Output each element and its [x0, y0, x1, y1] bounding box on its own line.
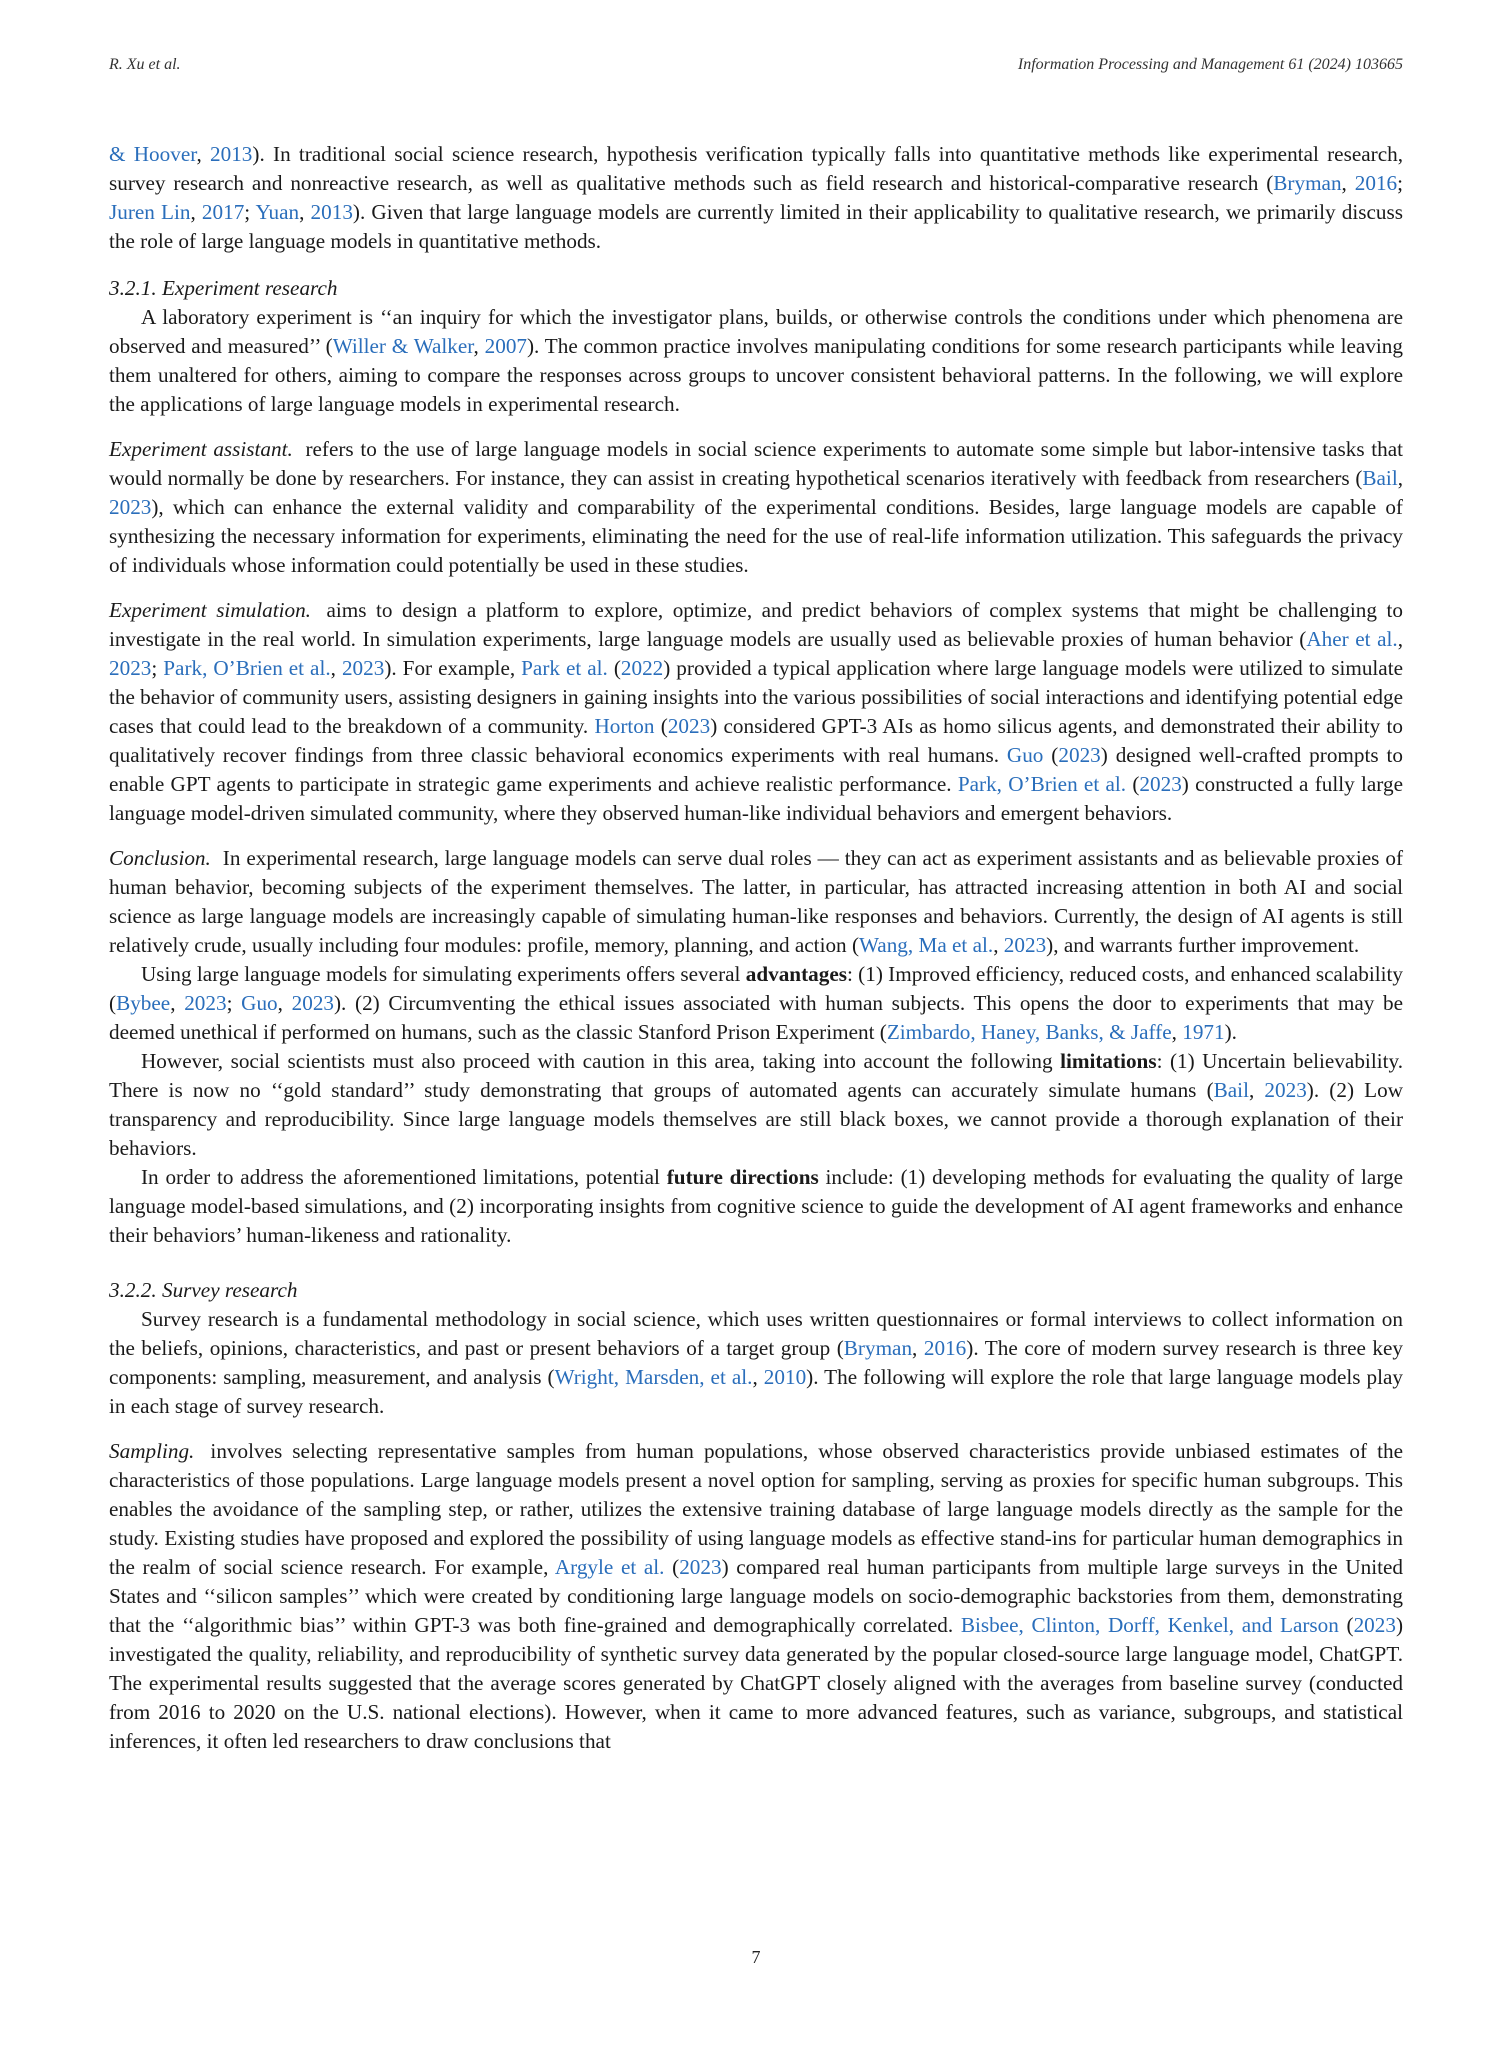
conclusion-paragraph: [109, 844, 1403, 960]
experiment-intro-paragraph: [109, 303, 1403, 419]
future-directions-paragraph: [109, 1163, 1403, 1250]
citation-link[interactable]: Bail: [1362, 466, 1398, 490]
citation-link[interactable]: 2013: [310, 200, 353, 224]
citation-link[interactable]: Bisbee, Clinton, Dorff, Kenkel, and Larson: [960, 1613, 1339, 1637]
text-run: : (1) Uncertain believability. There is now no ‘‘gold standard’’ study demonstrating that groups of automated agents can accurately simulate humans (: [109, 1049, 1403, 1102]
text-run: ,: [196, 142, 211, 166]
text-run: (: [664, 1555, 680, 1579]
text-run: ). The following will explore the role that large language models play in each stage of survey research.: [109, 1365, 1403, 1418]
sampling-text: [109, 1439, 1403, 1753]
text-run: ,: [299, 200, 311, 224]
section-heading-survey-research: 3.2.2. Survey research: [109, 1278, 298, 1302]
experiment-simulation-paragraph: [109, 596, 1403, 828]
citation-link[interactable]: Yuan: [255, 200, 300, 224]
citation-link[interactable]: Wang, Ma et al.: [859, 933, 994, 957]
text-run: ). (2) Circumventing the ethical issues associated with human subjects. This opens the door to experiments that may be deemed unethical if performed on humans, such as the classic Stanford Prison Experiment (: [109, 991, 1404, 1044]
text-run: ,: [330, 656, 342, 680]
header-authors: R. Xu et al.: [109, 56, 181, 73]
text-run: ,: [1341, 171, 1355, 195]
text-run: (: [607, 656, 621, 680]
experiment-assistant-lead: Experiment assistant.: [109, 437, 293, 461]
text-run: (: [654, 714, 668, 738]
text-run: A laboratory experiment is ‘‘an inquiry for which the investigator plans, builds, or otherwise controls the conditions under which phenomena are observed and measured’’ (: [109, 305, 1403, 358]
text-run: ). Given that large language models are currently limited in their applicability to qualitative research, we primarily discuss the role of large language models in quantitative methods.: [109, 200, 1404, 253]
citation-link[interactable]: Park, O’Brien et al.: [957, 772, 1127, 796]
citation-link[interactable]: 2016: [1354, 171, 1398, 195]
citation-link[interactable]: 2023: [1353, 1613, 1396, 1637]
text-run: ,: [473, 334, 485, 358]
citation-link[interactable]: Bybee: [116, 991, 171, 1015]
text-run: ). In traditional social science research, hypothesis verification typically falls into quantitative methods like experimental research, survey research and nonreactive research, as well as qualitative methods such as field research and historical-comparative research (: [109, 142, 1403, 195]
article-body: [109, 140, 1403, 1756]
text-run: ,: [752, 1365, 764, 1389]
text-run: : (1) Improved efficiency, reduced costs, and enhanced scalability (: [109, 962, 1403, 1015]
text-run: (: [1043, 743, 1059, 767]
text-run: refers to the use of large language models in social science experiments to automate some simple but labor-intensive tasks that would normally be done by researchers. For instance, they can assist in creating hypothetical scenarios iteratively with feedback from researchers (: [109, 437, 1404, 490]
conclusion-text: [109, 846, 1403, 957]
text-run: ;: [151, 656, 164, 680]
text-run: ;: [226, 991, 242, 1015]
text-run: ,: [1397, 466, 1403, 490]
citation-link[interactable]: Horton: [594, 714, 655, 738]
text-run: include: (1) developing methods for evaluating the quality of large language model-based simulations, and (2) incorporating insights from cognitive science to guide the development of AI agent frameworks and enhance their behaviors’ human-likeness and rationality.: [109, 1165, 1404, 1247]
citation-link[interactable]: Wright, Marsden, et al.: [554, 1365, 753, 1389]
citation-link[interactable]: 1971: [1182, 1020, 1225, 1044]
text-run: ) compared real human participants from multiple large surveys in the United States and ‘‘silicon samples’’ which were created by conditioning large language models on socio-demographic backstories from them, demonstrating that the ‘‘algorithmic bias’’ within GPT-3 was both fine-grained and demographically correlated.: [109, 1555, 1403, 1637]
text-run: ,: [190, 200, 202, 224]
text-run: ,: [1171, 1020, 1183, 1044]
citation-link[interactable]: Guo: [1006, 743, 1044, 767]
citation-link[interactable]: 2022: [620, 656, 664, 680]
limitations-paragraph: [109, 1047, 1403, 1163]
text-run: Using large language models for simulating experiments offers several: [141, 962, 746, 986]
citation-link[interactable]: 2016: [923, 1336, 967, 1360]
citation-link[interactable]: 2010: [763, 1365, 807, 1389]
text-run: ). The core of modern survey research is three key components: sampling, measurement, and analysis (: [109, 1336, 1404, 1389]
citation-link[interactable]: 2023: [341, 656, 385, 680]
bold-term: advantages: [745, 962, 847, 986]
experiment-simulation-lead: Experiment simulation.: [109, 598, 311, 622]
citation-link[interactable]: 2023: [679, 1555, 722, 1579]
experiment-assistant-text: [109, 437, 1403, 577]
text-run: ) considered GPT-3 AIs as homo silicus agents, and demonstrated their ability to qualitatively recover findings from three classic behavioral economics experiments with real humans.: [109, 714, 1403, 767]
conclusion-lead: Conclusion.: [109, 846, 211, 870]
citation-link[interactable]: 2007: [484, 334, 527, 358]
citation-link[interactable]: Willer & Walker: [332, 334, 474, 358]
citation-link[interactable]: 2023: [291, 991, 334, 1015]
bold-term: future directions: [666, 1165, 819, 1189]
text-run: ,: [1397, 627, 1404, 651]
survey-intro-paragraph: [109, 1305, 1403, 1421]
text-run: (: [1126, 772, 1140, 796]
citation-link[interactable]: Bryman: [1273, 171, 1342, 195]
advantages-paragraph: [109, 960, 1403, 1047]
text-run: ,: [170, 991, 185, 1015]
citation-link[interactable]: & Hoover: [109, 142, 197, 166]
text-run: However, social scientists must also proceed with caution in this area, taking into account the following: [141, 1049, 1061, 1073]
citation-link[interactable]: Zimbardo, Haney, Banks, & Jaffe: [886, 1020, 1172, 1044]
text-run: In order to address the aforementioned limitations, potential: [141, 1165, 667, 1189]
sampling-lead: Sampling.: [109, 1439, 195, 1463]
text-run: ,: [1248, 1078, 1265, 1102]
text-run: ). The common practice involves manipulating conditions for some research participants while leaving them unaltered for others, aiming to compare the responses across groups to uncover consistent behavioral patterns. In the following, we will explore the applications of large language models in experimental research.: [109, 334, 1403, 416]
citation-link[interactable]: 2023: [1058, 743, 1101, 767]
citation-link[interactable]: Park, O’Brien et al.: [163, 656, 331, 680]
citation-link[interactable]: Juren Lin: [109, 200, 191, 224]
sampling-paragraph: [109, 1437, 1403, 1756]
running-header: [109, 56, 1403, 80]
text-run: ;: [244, 200, 256, 224]
text-run: ,: [993, 933, 1004, 957]
text-run: ;: [1397, 171, 1404, 195]
text-run: ) provided a typical application where large language models were utilized to simulate the behavior of community users, assisting designers in gaining insights into the various possibilities of social interactions and identifying potential edge cases that could lead to the breakdown of a community.: [109, 656, 1404, 738]
experiment-assistant-paragraph: [109, 435, 1403, 580]
text-run: ,: [277, 991, 292, 1015]
citation-link[interactable]: 2023: [1139, 772, 1182, 796]
citation-link[interactable]: 2023: [109, 656, 152, 680]
citation-link[interactable]: 2013: [210, 142, 253, 166]
bold-term: limitations: [1060, 1049, 1157, 1073]
text-run: (: [1338, 1613, 1354, 1637]
text-run: ) designed well-crafted prompts to enable GPT agents to participate in strategic game experiments and achieve realistic performance.: [109, 743, 1403, 796]
citation-link[interactable]: Aher et al.: [1306, 627, 1398, 651]
text-run: ).: [1224, 1020, 1237, 1044]
text-run: involves selecting representative samples from human populations, whose observed characteristics provide unbiased estimates of the characteristics of those populations. Large language models present a novel option for sampling, serving as proxies for specific human subgroups. This enables the avoidance of the sampling step, or rather, utilizes the extensive training database of large language models directly as the sample for the study. Existing studies have proposed and explored the possibility of using language models as effective stand-ins for particular human demographics in the realm of social science research. For example,: [109, 1439, 1403, 1579]
text-run: ) constructed a fully large language model-driven simulated community, where they observed human-like individual behaviors and emergent behaviors.: [109, 772, 1403, 825]
citation-link[interactable]: Bryman: [843, 1336, 913, 1360]
header-journal: Information Processing and Management 61 (2024) 103665: [1017, 56, 1403, 73]
citation-link[interactable]: 2017: [201, 200, 245, 224]
citation-link[interactable]: 2023: [109, 495, 152, 519]
section-heading-experiment-research: 3.2.1. Experiment research: [109, 276, 338, 300]
text-run: ). (2) Low transparency and reproducibility. Since large language models themselves are still black boxes, we cannot provide a thorough explanation of their behaviors.: [109, 1078, 1404, 1160]
text-run: ), and warrants further improvement.: [1046, 933, 1360, 957]
text-run: aims to design a platform to explore, optimize, and predict behaviors of complex systems that might be challenging to investigate in the real world. In simulation experiments, large language models are usually used as believable proxies of human behavior (: [109, 598, 1403, 651]
citation-link[interactable]: Argyle et al.: [554, 1555, 665, 1579]
citation-link[interactable]: 2023: [1264, 1078, 1307, 1102]
text-run: ). For example,: [384, 656, 522, 680]
text-run: Survey research is a fundamental methodology in social science, which uses written questionnaires or formal interviews to collect information on the beliefs, opinions, characteristics, and past or present behaviors of a target group (: [109, 1307, 1403, 1360]
page-number: 7: [751, 1947, 761, 1967]
citation-link[interactable]: 2023: [184, 991, 227, 1015]
citation-link[interactable]: Guo: [241, 991, 278, 1015]
citation-link[interactable]: 2023: [667, 714, 711, 738]
text-run: In experimental research, large language models can serve dual roles — they can act as experiment assistants and as believable proxies of human behavior, becoming subjects of the experiment themselves. The latter, in particular, has attracted increasing attention in both AI and social science as large language models are increasingly capable of simulating human-like responses and behaviors. Currently, the design of AI agents is still relatively crude, usually including four modules: profile, memory, planning, and action (: [109, 846, 1403, 957]
text-run: ), which can enhance the external validity and comparability of the experimental conditions. Besides, large language models are capable of synthesizing the necessary information for experiments, eliminating the need for the use of real-life information utilization. This safeguards the privacy of individuals whose information could potentially be used in these studies.: [109, 495, 1403, 577]
experiment-simulation-text: [109, 598, 1403, 825]
citation-link[interactable]: 2023: [1003, 933, 1047, 957]
text-run: ) investigated the quality, reliability, and reproducibility of synthetic survey data generated by the popular closed-source large language model, ChatGPT. The experimental results suggested that the average scores generated by ChatGPT closely aligned with the averages from baseline survey (conducted from 2016 to 2020 on the U.S. national elections). However, when it came to more advanced features, such as variance, subgroups, and statistical inferences, it often led researchers to draw conclusions that: [109, 1613, 1403, 1753]
citation-link[interactable]: Park et al.: [521, 656, 608, 680]
text-run: ,: [912, 1336, 924, 1360]
intro-paragraph: [109, 140, 1403, 256]
citation-link[interactable]: Bail: [1213, 1078, 1249, 1102]
